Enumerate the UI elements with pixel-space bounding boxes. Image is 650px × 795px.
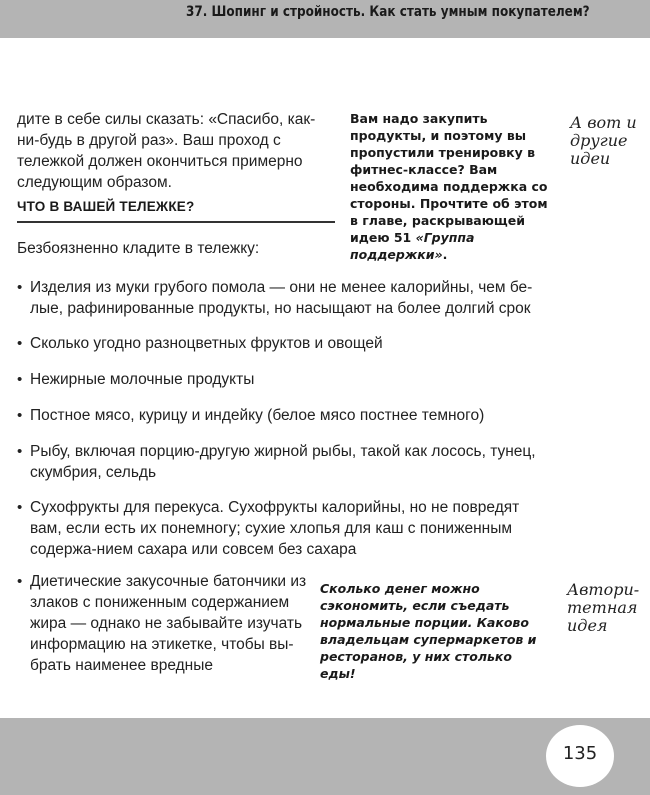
list-item-text: Нежирные молочные продукты xyxy=(30,371,255,388)
margin-note-authority-idea: Автори-тетная идея xyxy=(567,580,640,635)
bullet-icon: • xyxy=(17,407,23,424)
sidebar-text: Вам надо закупить продукты, и поэтому вы пропустили тренировку в фитнес-классе? Вам необходима поддержка со стороны. Прочтите об этом в главе, раскрывающей идею 51 xyxy=(350,111,548,245)
list-item-text: Рыбу, включая порцию-другую жирной рыбы, такой как лосось, тунец, скумбрия, сельдь xyxy=(30,443,536,481)
list-item-text: Сухофрукты для перекуса. Сухофрукты калорийны, но не повредят вам, если есть их понемногу; сухие хлопья для каш с пониженным содержа-нием сахара или совсем без сахара xyxy=(30,499,520,558)
list-item-text: Изделия из муки грубого помола — они не менее калорийны, чем бе-лые, рафинированные продукты, но насыщают на более долгий срок xyxy=(30,279,533,317)
margin-note-other-ideas: А вот и другие идеи xyxy=(570,113,637,168)
sidebar-link[interactable]: «Группа поддержки» xyxy=(350,230,475,262)
intro-paragraph: дите в себе силы сказать: «Спасибо, как-ни-будь в другой раз». Ваш проход с тележкой должен окончиться примерно следующим образом. xyxy=(17,111,316,191)
bullet-icon: • xyxy=(17,499,23,516)
sidebar-note-support xyxy=(350,110,550,263)
list-intro: Безбоязненно кладите в тележку: xyxy=(17,240,260,257)
page-header xyxy=(0,0,650,38)
bullet-icon: • xyxy=(17,279,23,296)
page-number: 135 xyxy=(562,743,598,764)
sidebar-end: . xyxy=(442,247,448,262)
bullet-icon: • xyxy=(17,371,23,388)
chapter-title: 37. Шопинг и стройность. Как стать умным покупателем? xyxy=(186,4,590,20)
sidebar-note-portions: Сколько денег можно сэкономить, если съедать нормальные порции. Каково владельцам супермаркетов и ресторанов, у них столько еды! xyxy=(320,581,537,681)
section-heading: ЧТО В ВАШЕЙ ТЕЛЕЖКЕ? xyxy=(17,199,335,223)
bullet-icon: • xyxy=(17,443,23,460)
bullet-icon: • xyxy=(17,573,23,590)
bullet-icon: • xyxy=(17,335,23,352)
list-item-text: Постное мясо, курицу и индейку (белое мясо постнее темного) xyxy=(30,407,485,424)
list-item-text: Сколько угодно разноцветных фруктов и овощей xyxy=(30,335,383,352)
list-item-text: Диетические закусочные батончики из злаков с пониженным содержанием жира — однако не забывайте изучать информацию на этикетке, чтобы вы-брать наименее вредные xyxy=(30,573,307,674)
